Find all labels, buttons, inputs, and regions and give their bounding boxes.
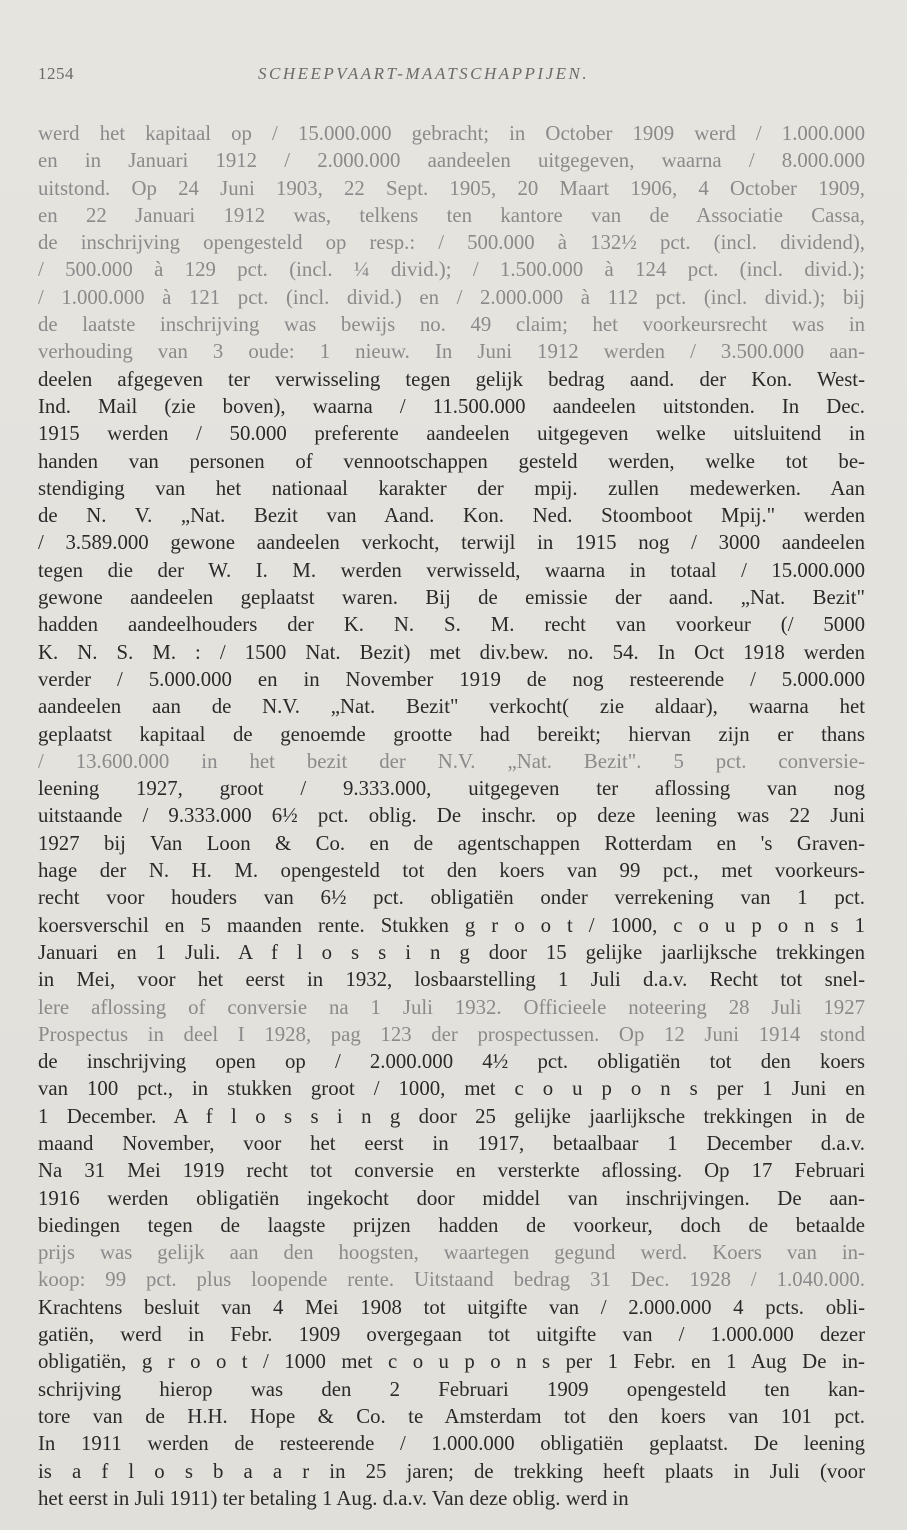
text-line: 1916 werden obligatiën ingekocht door middel van inschrijvingen. De aan- [38, 1186, 865, 1210]
text-line: biedingen tegen de laagste prijzen hadden de voorkeur, doch de betaalde [38, 1213, 865, 1237]
text-line: is a f l o s b a a r in 25 jaren; de trekking heeft plaats in Juli (voor [38, 1459, 865, 1483]
text-line: van 100 pct., in stukken groot / 1000, met c o u p o n s per 1 Juni en [38, 1077, 865, 1101]
body-text [38, 120, 865, 1512]
text-line: tegen die der W. I. M. werden verwisseld, waarna in totaal / 15.000.000 [38, 558, 865, 582]
text-line: het eerst in Juli 1911) ter betaling 1 Aug. d.a.v. Van deze oblig. werd in [38, 1486, 629, 1510]
text-line: / 1.000.000 à 121 pct. (incl. divid.) en / 2.000.000 à 112 pct. (incl. divid.); bij [38, 285, 865, 309]
text-line: werd het kapitaal op / 15.000.000 gebracht; in October 1909 werd / 1.000.000 [38, 122, 865, 145]
text-line: uitstond. Op 24 Juni 1903, 22 Sept. 1905, 20 Maart 1906, 4 October 1909, [38, 176, 865, 200]
text-line: geplaatst kapitaal de genoemde grootte had bereikt; hiervan zijn er thans [38, 722, 865, 746]
text-line: 1 December. A f l o s s i n g door 25 gelijke jaarlijksche trekkingen in de [38, 1104, 865, 1128]
text-line: gewone aandeelen geplaatst waren. Bij de emissie der aand. „Nat. Bezit" [38, 586, 865, 610]
text-line: / 3.589.000 gewone aandeelen verkocht, terwijl in 1915 nog / 3000 aandeelen [38, 531, 865, 555]
text-line: deelen afgegeven ter verwisseling tegen gelijk bedrag aand. der Kon. West- [38, 367, 865, 391]
text-line: leening 1927, groot / 9.333.000, uitgegeven ter aflossing van nog [38, 777, 865, 801]
page-number: 1254 [38, 64, 74, 83]
text-line: gatiën, werd in Febr. 1909 overgegaan tot uitgifte van / 1.000.000 dezer [38, 1323, 865, 1347]
text-line: de N. V. „Nat. Bezit van Aand. Kon. Ned. Stoomboot Mpij." werden [38, 504, 865, 528]
text-line: / 13.600.000 in het bezit der N.V. „Nat. Bezit". 5 pct. conversie- [38, 749, 865, 773]
text-line: en 22 Januari 1912 was, telkens ten kantore van de Associatie Cassa, [38, 203, 865, 227]
text-line: 1927 bij Van Loon & Co. en de agentschappen Rotterdam en 's Graven- [38, 831, 865, 855]
text-line: hadden aandeelhouders der K. N. S. M. recht van voorkeur (/ 5000 [38, 613, 865, 637]
text-line: hage der N. H. M. opengesteld tot den koers van 99 pct., met voorkeurs- [38, 859, 865, 883]
text-line: Krachtens besluit van 4 Mei 1908 tot uitgifte van / 2.000.000 4 pcts. obli- [38, 1295, 865, 1319]
text-line: Prospectus in deel I 1928, pag 123 der prospectussen. Op 12 Juni 1914 stond [38, 1022, 865, 1046]
text-line: koop: 99 pct. plus loopende rente. Uitstaand bedrag 31 Dec. 1928 / 1.040.000. [38, 1268, 865, 1292]
text-line: de laatste inschrijving was bewijs no. 49 claim; het voorkeursrecht was in [38, 313, 865, 337]
text-line: obligatiën, g r o o t / 1000 met c o u p o n s per 1 Febr. en 1 Aug De in- [38, 1350, 865, 1374]
text-line: In 1911 werden de resteerende / 1.000.000 obligatiën geplaatst. De leening [38, 1432, 865, 1456]
text-line: Na 31 Mei 1919 recht tot conversie en versterkte aflossing. Op 17 Februari [38, 1159, 865, 1183]
text-line: verhouding van 3 oude: 1 nieuw. In Juni 1912 werden / 3.500.000 aan- [38, 340, 865, 364]
text-line: tore van de H.H. Hope & Co. te Amsterdam tot den koers van 101 pct. [38, 1404, 865, 1428]
text-line: koersverschil en 5 maanden rente. Stukken g r o o t / 1000, c o u p o n s 1 [38, 913, 865, 937]
text-line: K. N. S. M. : / 1500 Nat. Bezit) met div.bew. no. 54. In Oct 1918 werden [38, 640, 865, 664]
text-line: maand November, voor het eerst in 1917, betaalbaar 1 December d.a.v. [38, 1131, 865, 1155]
text-line: Januari en 1 Juli. A f l o s s i n g door 15 gelijke jaarlijksche trekkingen [38, 940, 865, 964]
text-line: verder / 5.000.000 en in November 1919 de nog resteerende / 5.000.000 [38, 667, 865, 691]
text-line: aandeelen aan de N.V. „Nat. Bezit" verkocht( zie aldaar), waarna het [38, 695, 865, 719]
text-line: 1915 werden / 50.000 preferente aandeelen uitgegeven welke uitsluitend in [38, 422, 865, 446]
text-line: stendiging van het nationaal karakter der mpij. zullen medewerken. Aan [38, 476, 865, 500]
text-line: de inschrijving open op / 2.000.000 4½ pct. obligatiën tot den koers [38, 1050, 865, 1074]
text-line: prijs was gelijk aan den hoogsten, waartegen gegund werd. Koers van in- [38, 1241, 865, 1265]
text-line: handen van personen of vennootschappen gesteld werden, welke tot be- [38, 449, 865, 473]
text-line: schrijving hierop was den 2 Februari 1909 opengesteld ten kan- [38, 1377, 865, 1401]
text-line: in Mei, voor het eerst in 1932, losbaarstelling 1 Juli d.a.v. Recht tot snel- [38, 968, 865, 992]
running-title: SCHEEPVAART-MAATSCHAPPIJEN. [258, 64, 590, 83]
text-line: de inschrijving opengesteld op resp.: / 500.000 à 132½ pct. (incl. dividend), [38, 231, 865, 255]
text-line: lere aflossing of conversie na 1 Juli 1932. Officieele noteering 28 Juli 1927 [38, 995, 865, 1019]
text-line: / 500.000 à 129 pct. (incl. ¼ divid.); / 1.500.000 à 124 pct. (incl. divid.); [38, 258, 865, 282]
text-line: uitstaande / 9.333.000 6½ pct. oblig. De inschr. op deze leening was 22 Juni [38, 804, 865, 828]
text-line: Ind. Mail (zie boven), waarna / 11.500.000 aandeelen uitstonden. In Dec. [38, 394, 865, 418]
page-header [38, 58, 865, 98]
text-line: recht voor houders van 6½ pct. obligatiën onder verrekening van 1 pct. [38, 886, 865, 910]
text-line: en in Januari 1912 / 2.000.000 aandeelen uitgegeven, waarna / 8.000.000 [38, 149, 865, 173]
